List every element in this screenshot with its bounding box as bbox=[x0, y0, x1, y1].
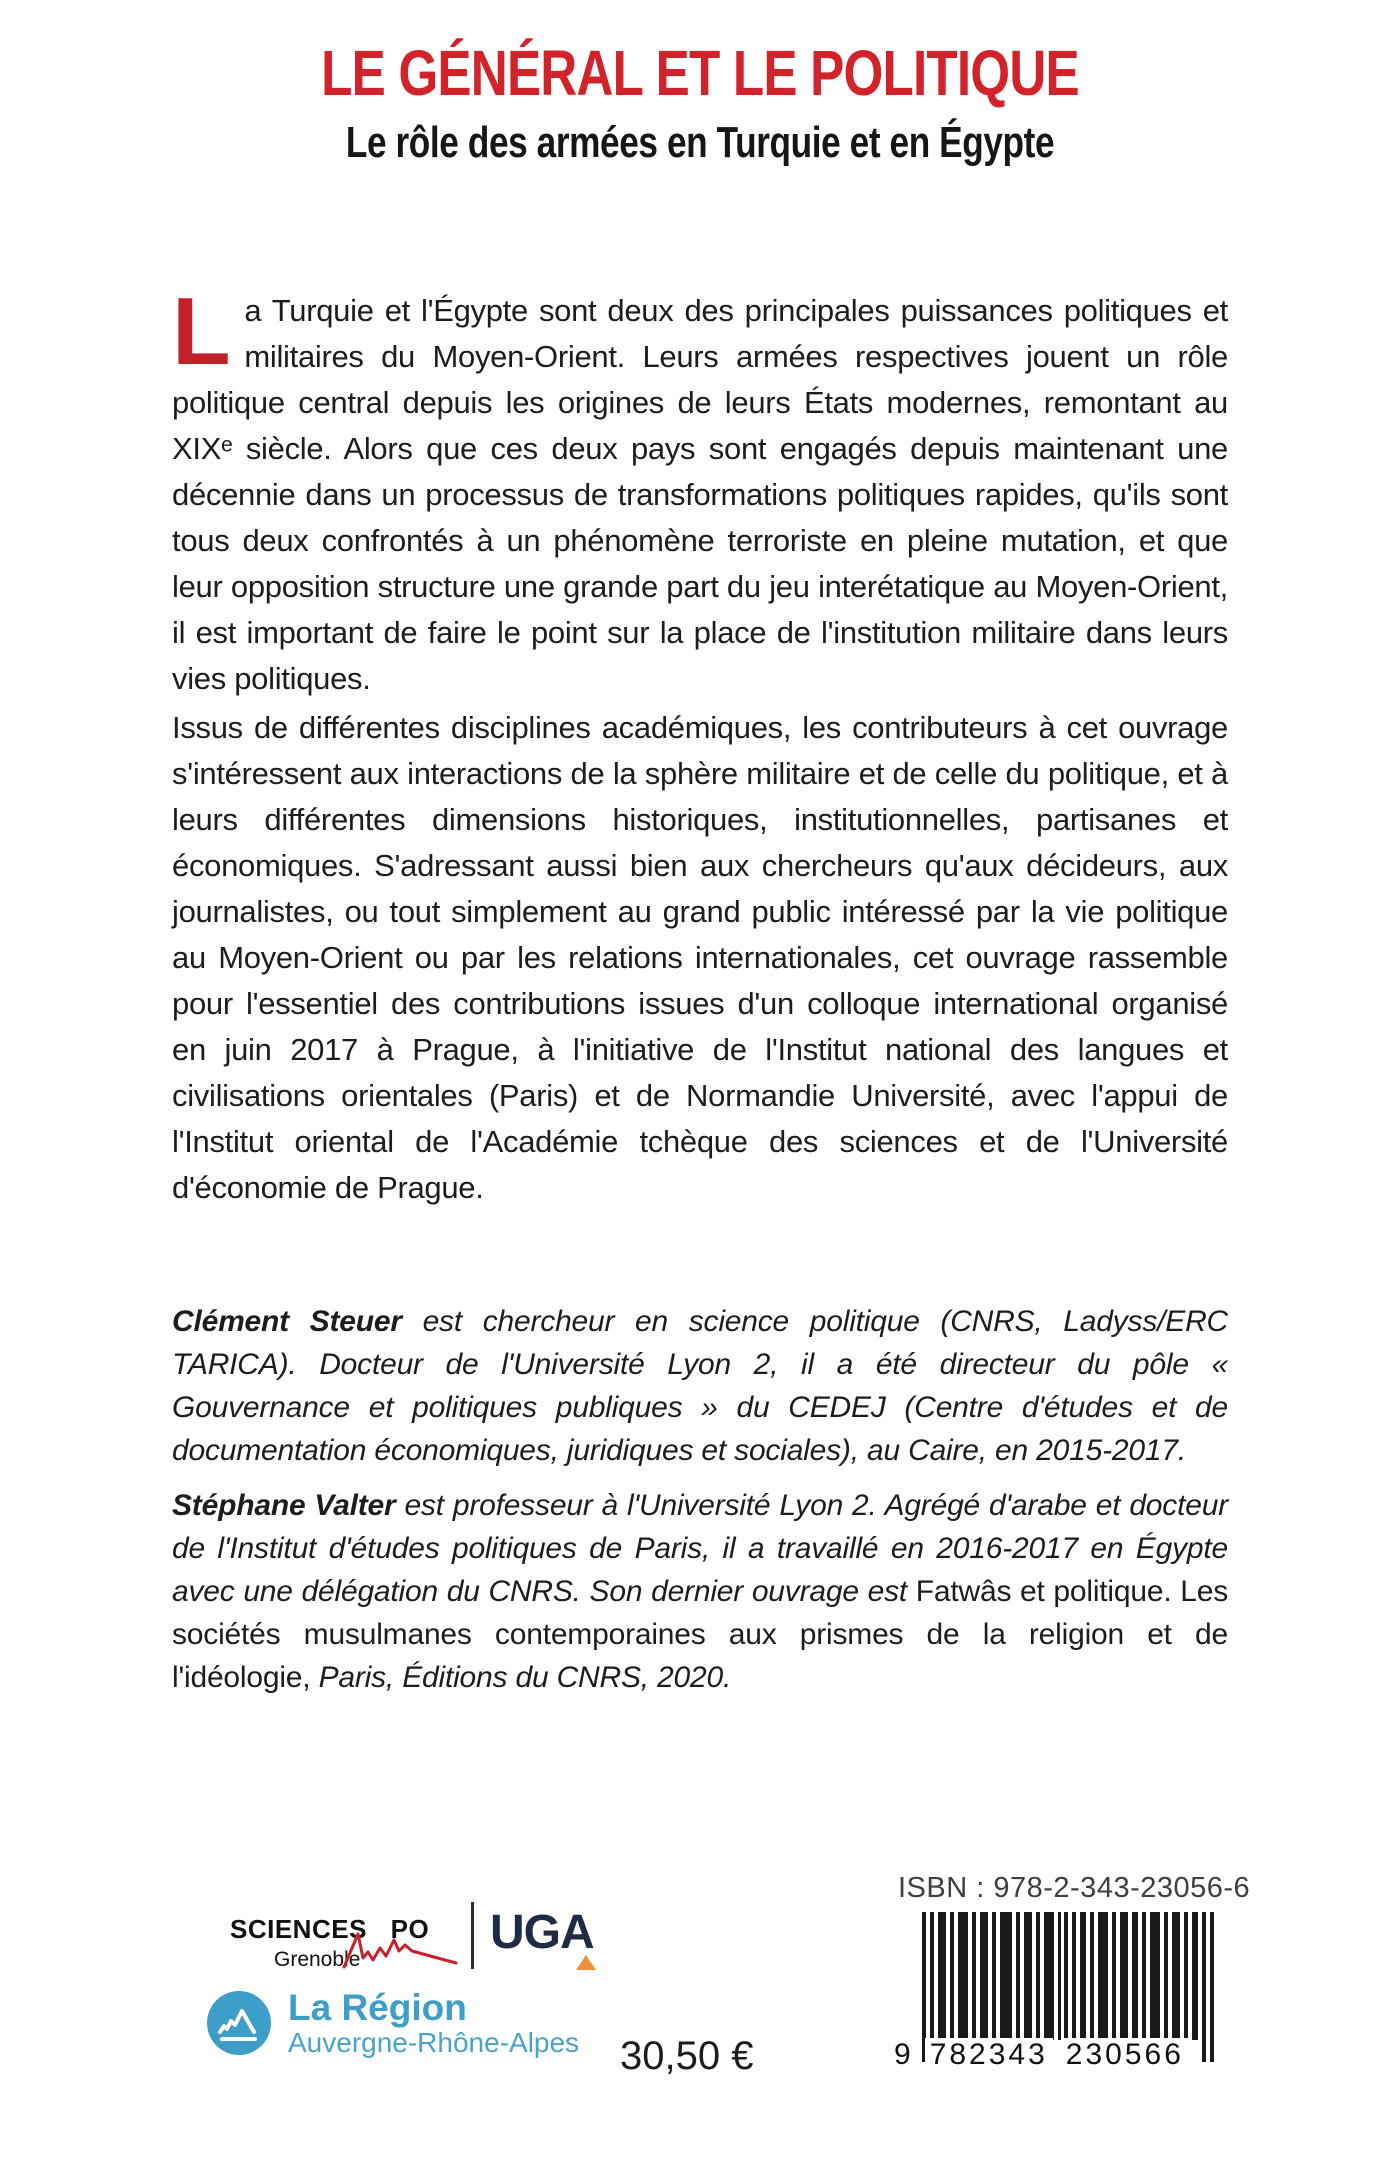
author-name-1: Clément Steuer bbox=[172, 1305, 402, 1338]
author-bio-2-text: est professeur à l'Université Lyon 2. Agrégé d'arabe et docteur de l'Institut d'études politiques de Paris, il a travaillé en 2016-2017 en Égypte avec une délégation du CNRS. Son dernier ouvrage est bbox=[172, 1489, 1228, 1608]
region-logo bbox=[206, 1988, 579, 2058]
uga-wordmark: UGA bbox=[490, 1906, 594, 1959]
synopsis-paragraph-1 bbox=[172, 278, 1228, 702]
sciencespo-grenoble-logo bbox=[230, 1914, 470, 1978]
barcode-digit-group: 9 bbox=[894, 2038, 911, 2071]
region-text bbox=[288, 1988, 579, 2058]
mountain-zigzag-icon bbox=[342, 1930, 460, 1970]
region-territory: Auvergne-Rhône-Alpes bbox=[288, 2027, 580, 2058]
uga-logo bbox=[490, 1908, 602, 1966]
author-bio-1-text: est chercheur en science politique (CNRS, Ladyss/ERC TARICA). Docteur de l'Université Lyon 2, il a été directeur du pôle « Gouvernance et politiques publiques » du CEDEJ (Centre d'études et de documentation économiques, juridiques et sociales), au Caire, en 2015-2017. bbox=[172, 1305, 1229, 1467]
isbn-text: ISBN : 978-2-343-23056-6 bbox=[898, 1872, 1251, 1904]
barcode bbox=[894, 1912, 1214, 2080]
sciencespo-wordmark: SCIENCES PO bbox=[230, 1914, 430, 1944]
region-name: La Région bbox=[288, 1987, 467, 2028]
author-bio-2-end: Paris, Éditions du CNRS, 2020. bbox=[318, 1661, 732, 1694]
region-mountain-icon bbox=[206, 1990, 272, 2056]
uga-triangle-icon bbox=[576, 1955, 596, 1970]
barcode-digit-group: 230566 bbox=[1061, 2038, 1189, 2072]
sciencespo-city-label: Grenoble bbox=[274, 1948, 361, 1971]
synopsis-paragraph-2: Issus de différentes disciplines académiques, les contributeurs à cet ouvrage s'intéressent aux interactions de la sphère militaire et de celle du politique, et à leurs différentes dimensions historiques, institutionnelles, partisanes et économiques. S'adressant aussi bien aux chercheurs qu'aux décideurs, aux journalistes, ou tout simplement au grand public intéressé par la vie politique au Moyen-Orient ou par les relations internationales, cet ouvrage rassemble pour l'essentiel des contributions issues d'un colloque international organisé en juin 2017 à Prague, à l'initiative de l'Institut national des langues et civilisations orientales (Paris) et de Normandie Université, avec l'appui de l'Institut oriental de l'Académie tchèque des sciences et de l'Université d'économie de Prague. bbox=[172, 710, 1228, 1205]
author-bios bbox=[172, 1300, 1228, 1699]
author-2-work-title: Fatwâs et politique. Les sociétés musulmanes contemporaines aux prismes de la religion et de l'idéologie, bbox=[172, 1575, 1228, 1694]
synopsis-paragraph-1-text: a Turquie et l'Égypte sont deux des principales puissances politiques et militaires du Moyen-Orient. Leurs armées respectives jouent un rôle politique central depuis les origines de leurs États modernes, remontant au XIXᵉ siècle. Alors que ces deux pays sont engagés depuis maintenant une décennie dans un processus de transformations politiques rapides, qu'ils sont tous deux confrontés à un phénomène terroriste en pleine mutation, et que leur opposition structure une grande part du jeu interétatique au Moyen-Orient, il est important de faire le point sur la place de l'institution militaire dans leurs vies politiques. bbox=[172, 293, 1228, 696]
dropcap-letter: L bbox=[172, 278, 231, 385]
barcode-digit-group: 782343 bbox=[925, 2038, 1053, 2072]
author-name-2: Stéphane Valter bbox=[172, 1489, 396, 1522]
barcode-digits bbox=[894, 2038, 1214, 2072]
book-title: LE GÉNÉRAL ET LE POLITIQUE bbox=[321, 37, 1079, 109]
synopsis bbox=[172, 278, 1228, 1211]
author-bio-1 bbox=[172, 1300, 1228, 1472]
header bbox=[0, 37, 1400, 168]
book-subtitle: Le rôle des armées en Turquie et en Égypte bbox=[345, 118, 1055, 167]
logo-divider bbox=[471, 1902, 474, 1969]
price-text: 30,50 € bbox=[620, 2034, 754, 2078]
author-bio-2 bbox=[172, 1484, 1228, 1699]
